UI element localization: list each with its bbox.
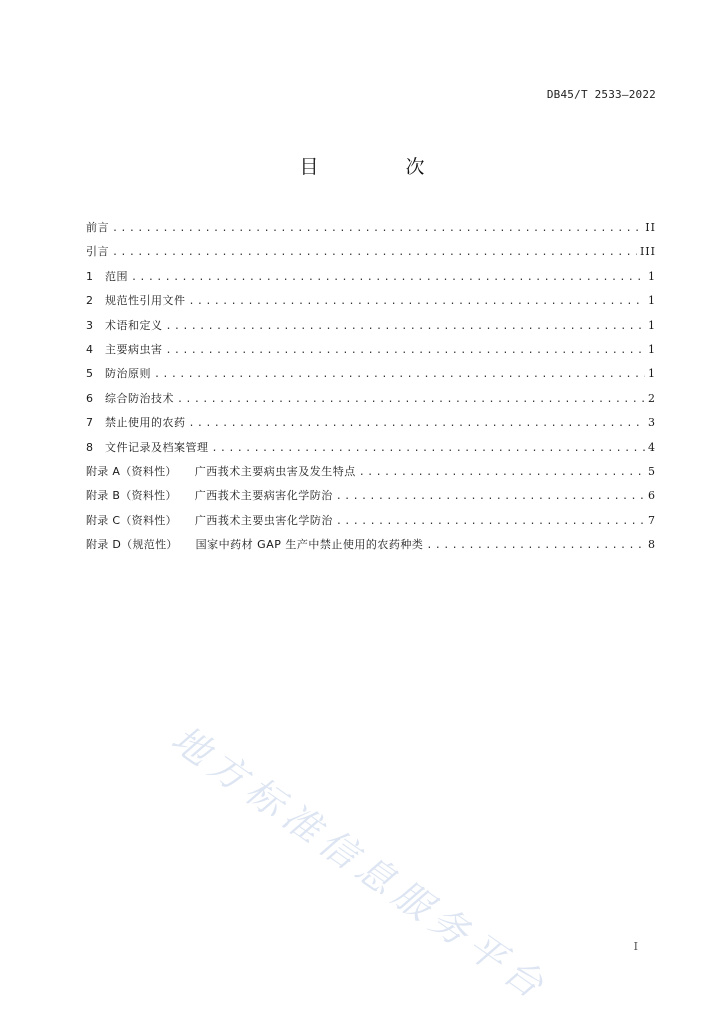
toc-entry[interactable] — [86, 484, 656, 508]
toc-entry-appendix-label: 附录 D（规范性） — [86, 538, 178, 552]
toc-dot-leader — [112, 241, 637, 265]
toc-entry-number: 6 — [86, 391, 93, 405]
toc-entry-number: 5 — [86, 367, 93, 381]
toc-entry-page: 1 — [648, 294, 656, 308]
toc-entry[interactable] — [86, 411, 656, 435]
toc-entry-number: 1 — [86, 269, 93, 283]
toc-dot-leader — [131, 266, 645, 290]
toc-dot-leader — [154, 363, 645, 387]
toc-entry-number: 3 — [86, 318, 93, 332]
toc-dot-leader — [189, 412, 646, 436]
toc-entry-title: 范围 — [105, 269, 128, 283]
toc-entry-title: 防治原则 — [105, 367, 151, 381]
toc-entry-appendix-label: 附录 C（资料性） — [86, 513, 177, 527]
toc-entry[interactable] — [86, 240, 656, 264]
toc-entry-title: 广西莪术主要病害化学防治 — [194, 489, 333, 503]
toc-entry-page: 1 — [648, 269, 656, 283]
toc-entry-title: 禁止使用的农药 — [105, 416, 186, 430]
toc-entry-page: 1 — [648, 342, 656, 356]
toc-entry-page: 1 — [648, 367, 656, 381]
toc-entry-appendix-label: 附录 A（资料性） — [86, 464, 177, 478]
toc-entry-title: 国家中药材 GAP 生产中禁止使用的农药种类 — [195, 538, 424, 552]
toc-entry-page: 3 — [648, 416, 656, 430]
toc-entry-page: 8 — [648, 538, 656, 552]
toc-entry[interactable] — [86, 362, 656, 386]
toc-entry[interactable] — [86, 216, 656, 240]
toc-entry-title: 广西莪术主要虫害化学防治 — [194, 513, 333, 527]
toc-dot-leader — [177, 388, 645, 412]
toc-entry[interactable] — [86, 460, 656, 484]
toc-entry-page: 1 — [648, 318, 656, 332]
toc-entry-title: 主要病虫害 — [105, 342, 163, 356]
toc-entry-page: III — [639, 245, 656, 259]
watermark: 地方标准信息服务平台 — [163, 717, 557, 1011]
toc-entry-title: 综合防治技术 — [105, 391, 174, 405]
toc-entry[interactable] — [86, 289, 656, 313]
toc-entry-page: 6 — [648, 489, 656, 503]
toc-dot-leader — [426, 534, 645, 558]
toc-dot-leader — [336, 485, 645, 509]
toc-title: 目 次 — [299, 156, 459, 178]
toc-entry-page: 5 — [648, 464, 656, 478]
toc-dot-leader — [189, 290, 646, 314]
toc-entry[interactable] — [86, 387, 656, 411]
toc-entry-number: 4 — [86, 342, 93, 356]
toc-entry[interactable] — [86, 314, 656, 338]
toc-entry-number: 7 — [86, 416, 93, 430]
toc-entry-number: 8 — [86, 440, 93, 454]
toc-entry-title: 文件记录及档案管理 — [105, 440, 209, 454]
toc-entry-page: II — [645, 221, 656, 234]
toc-entry-number: 2 — [86, 294, 93, 308]
page-number: I — [633, 940, 638, 953]
toc-entry[interactable] — [86, 533, 656, 557]
toc-entry-title: 前言 — [86, 221, 109, 234]
toc-entry[interactable] — [86, 436, 656, 460]
toc-dot-leader — [112, 217, 642, 241]
toc-dot-leader — [359, 461, 645, 485]
toc-entry-title: 术语和定义 — [105, 318, 163, 332]
document-code: DB45/T 2533—2022 — [546, 88, 656, 101]
toc-entry-title: 规范性引用文件 — [105, 294, 186, 308]
toc-entry-page: 7 — [648, 513, 656, 527]
toc-entry[interactable] — [86, 509, 656, 533]
toc-dot-leader — [166, 315, 646, 339]
toc-entry-page: 4 — [648, 440, 656, 454]
toc-dot-leader — [336, 510, 645, 534]
toc-entry-page: 2 — [648, 391, 656, 405]
toc-entry-title: 引言 — [86, 245, 109, 259]
toc-entry-title: 广西莪术主要病虫害及发生特点 — [194, 464, 356, 478]
toc-entry-appendix-label: 附录 B（资料性） — [86, 489, 177, 503]
toc-dot-leader — [166, 339, 646, 363]
toc-entry[interactable] — [86, 265, 656, 289]
toc-entry[interactable] — [86, 338, 656, 362]
toc-dot-leader — [212, 437, 646, 461]
toc-list — [86, 216, 656, 557]
